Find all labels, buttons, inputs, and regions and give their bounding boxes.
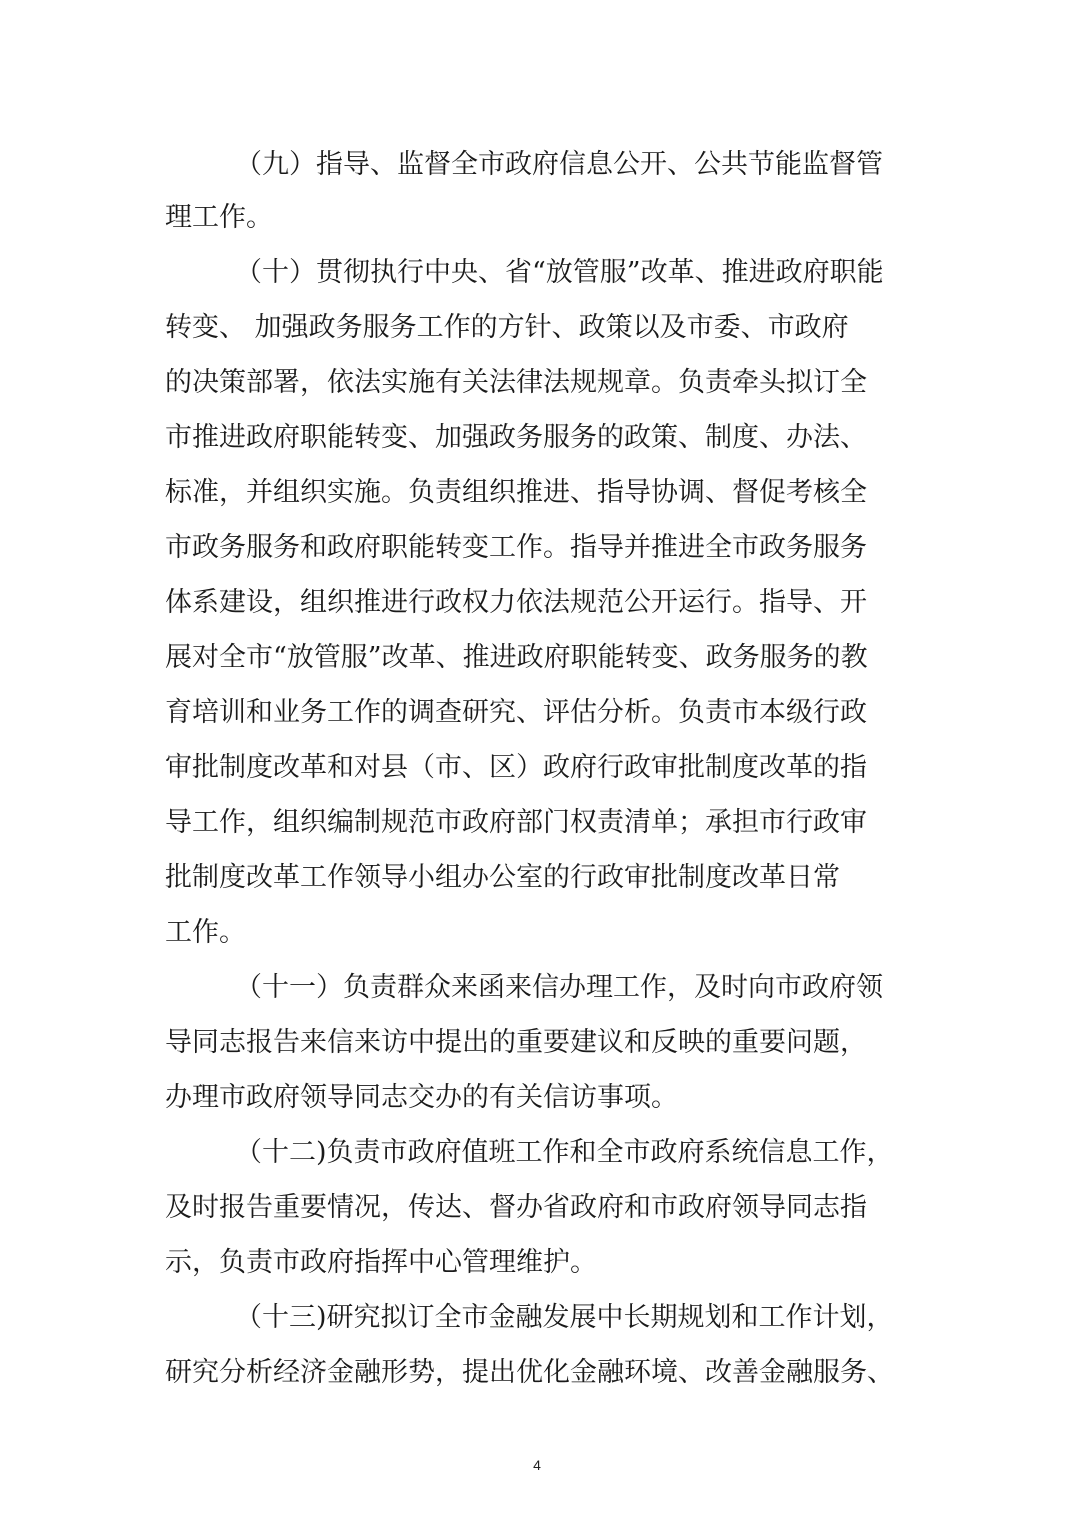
paragraph-10-line-13: 工作。 [165, 917, 246, 948]
paragraph-10-line-4: 市推进政府职能转变、加强政务服务的政策、制度、办法、 [165, 422, 867, 453]
paragraph-10-line-5: 标准，并组织实施。负责组织推进、指导协调、督促考核全 [165, 477, 867, 508]
paragraph-11-line-1: （十一）负责群众来函来信办理工作，及时向市政府领 [235, 972, 883, 1003]
paragraph-12-line-3: 示，负责市政府指挥中心管理维护。 [165, 1247, 597, 1278]
paragraph-10-line-7: 体系建设，组织推进行政权力依法规范公开运行。指导、开 [165, 587, 867, 618]
paragraph-10-line-3: 的决策部署，依法实施有关法律法规规章。负责牵头拟订全 [165, 367, 867, 398]
paragraph-13-line-1: （十三)研究拟订全市金融发展中长期规划和工作计划， [235, 1302, 894, 1333]
paragraph-10-line-1: （十）贯彻执行中央、省“放管服”改革、推进政府职能 [235, 257, 884, 288]
paragraph-9-line-1: （九）指导、监督全市政府信息公开、公共节能监督管 [235, 149, 883, 180]
paragraph-11-line-3: 办理市政府领导同志交办的有关信访事项。 [165, 1082, 678, 1113]
paragraph-10-line-12: 批制度改革工作领导小组办公室的行政审批制度改革日常 [165, 862, 840, 893]
paragraph-9-line-2: 理工作。 [165, 202, 273, 233]
paragraph-10-line-8: 展对全市“放管服”改革、推进政府职能转变、政务服务的教 [165, 642, 868, 673]
paragraph-10-line-11: 导工作，组织编制规范市政府部门权责清单；承担市行政审 [165, 807, 867, 838]
paragraph-10-line-10: 审批制度改革和对县（市、区）政府行政审批制度改革的指 [165, 752, 867, 783]
page-number: 4 [533, 1457, 541, 1473]
paragraph-10-line-2: 转变、 加强政务服务工作的方针、政策以及市委、市政府 [165, 312, 849, 343]
paragraph-12-line-1: （十二)负责市政府值班工作和全市政府系统信息工作， [235, 1137, 894, 1168]
paragraph-12-line-2: 及时报告重要情况，传达、督办省政府和市政府领导同志指 [165, 1192, 867, 1223]
paragraph-11-line-2: 导同志报告来信来访中提出的重要建议和反映的重要问题， [165, 1027, 867, 1058]
paragraph-10-line-9: 育培训和业务工作的调查研究、评估分析。负责市本级行政 [165, 697, 867, 728]
paragraph-10-line-6: 市政务服务和政府职能转变工作。指导并推进全市政务服务 [165, 532, 867, 563]
paragraph-13-line-2: 研究分析经济金融形势，提出优化金融环境、改善金融服务、 [165, 1357, 894, 1388]
